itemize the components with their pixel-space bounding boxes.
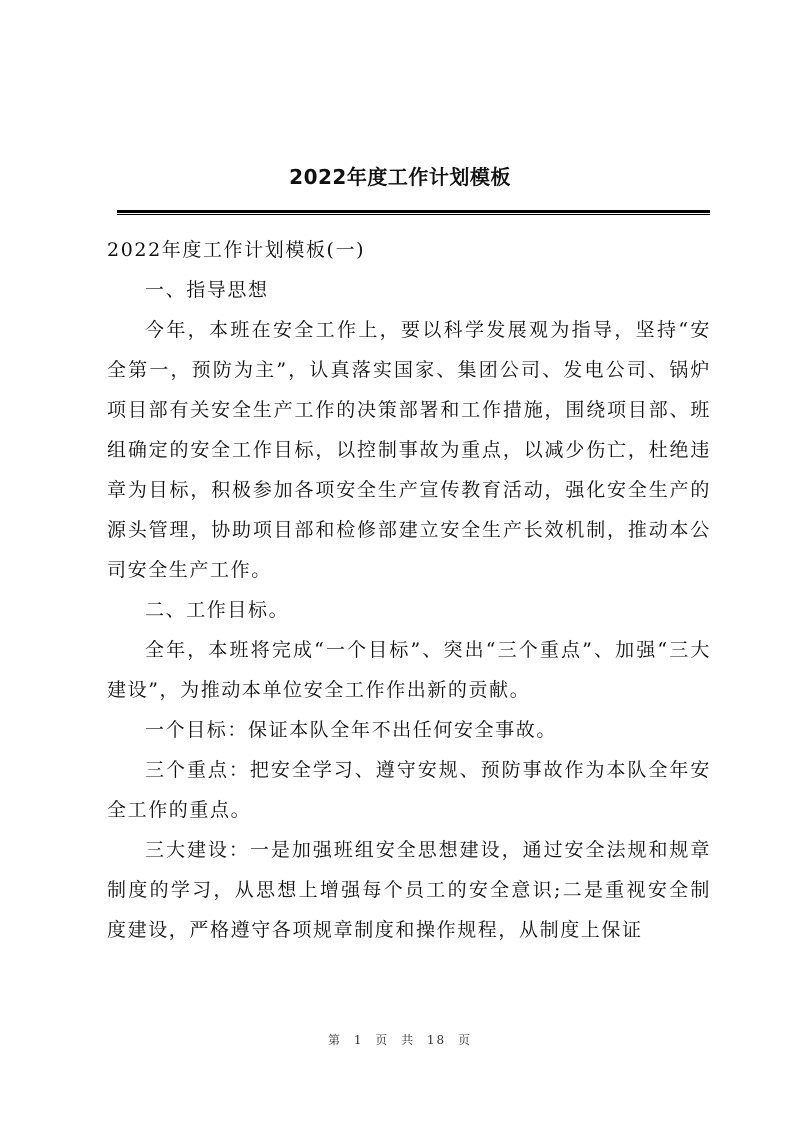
document-body bbox=[107, 230, 711, 950]
document-title: 2022年度工作计划模板 bbox=[289, 165, 511, 189]
paragraph-three-constructions: 三大建设：一是加强班组安全思想建设，通过安全法规和规章制度的学习，从思想上增强每个员工的安全意识;二是重视安全制度建设，严格遵守各项规章制度和操作规程，从制度上保证 bbox=[107, 839, 711, 941]
paragraph-work-goals: 全年，本班将完成“一个目标”、突出“三个重点”、加强“三大建设”，为推动本单位安全工作作出新的贡献。 bbox=[107, 639, 711, 701]
paragraph-guiding-ideology: 今年，本班在安全工作上，要以科学发展观为指导，坚持“安全第一，预防为主”，认真落实国家、集团公司、发电公司、锅炉项目部有关安全生产工作的决策部署和工作措施，围绕项目部、班组确定的安全工作目标，以控制事故为重点，以减少伤亡，杜绝违章为目标，积极参加各项安全生产宣传教育活动，强化安全生产的源头管理，协助项目部和检修部建立安全生产长效机制，推动本公司安全生产工作。 bbox=[107, 319, 711, 581]
page-number-footer: 第 1 页 共 18 页 bbox=[328, 1033, 472, 1047]
title-divider bbox=[117, 210, 710, 213]
section-heading: 2022年度工作计划模板(一) bbox=[107, 239, 366, 261]
title-divider-thin bbox=[117, 214, 710, 215]
paragraph-work-goals-heading: 二、工作目标。 bbox=[145, 599, 290, 621]
paragraph-three-priorities: 三个重点：把安全学习、遵守安规、预防事故作为本队全年安全工作的重点。 bbox=[107, 759, 711, 821]
paragraph-guiding-ideology-heading: 一、指导思想 bbox=[145, 279, 269, 301]
paragraph-one-goal: 一个目标：保证本队全年不出任何安全事故。 bbox=[145, 719, 558, 741]
